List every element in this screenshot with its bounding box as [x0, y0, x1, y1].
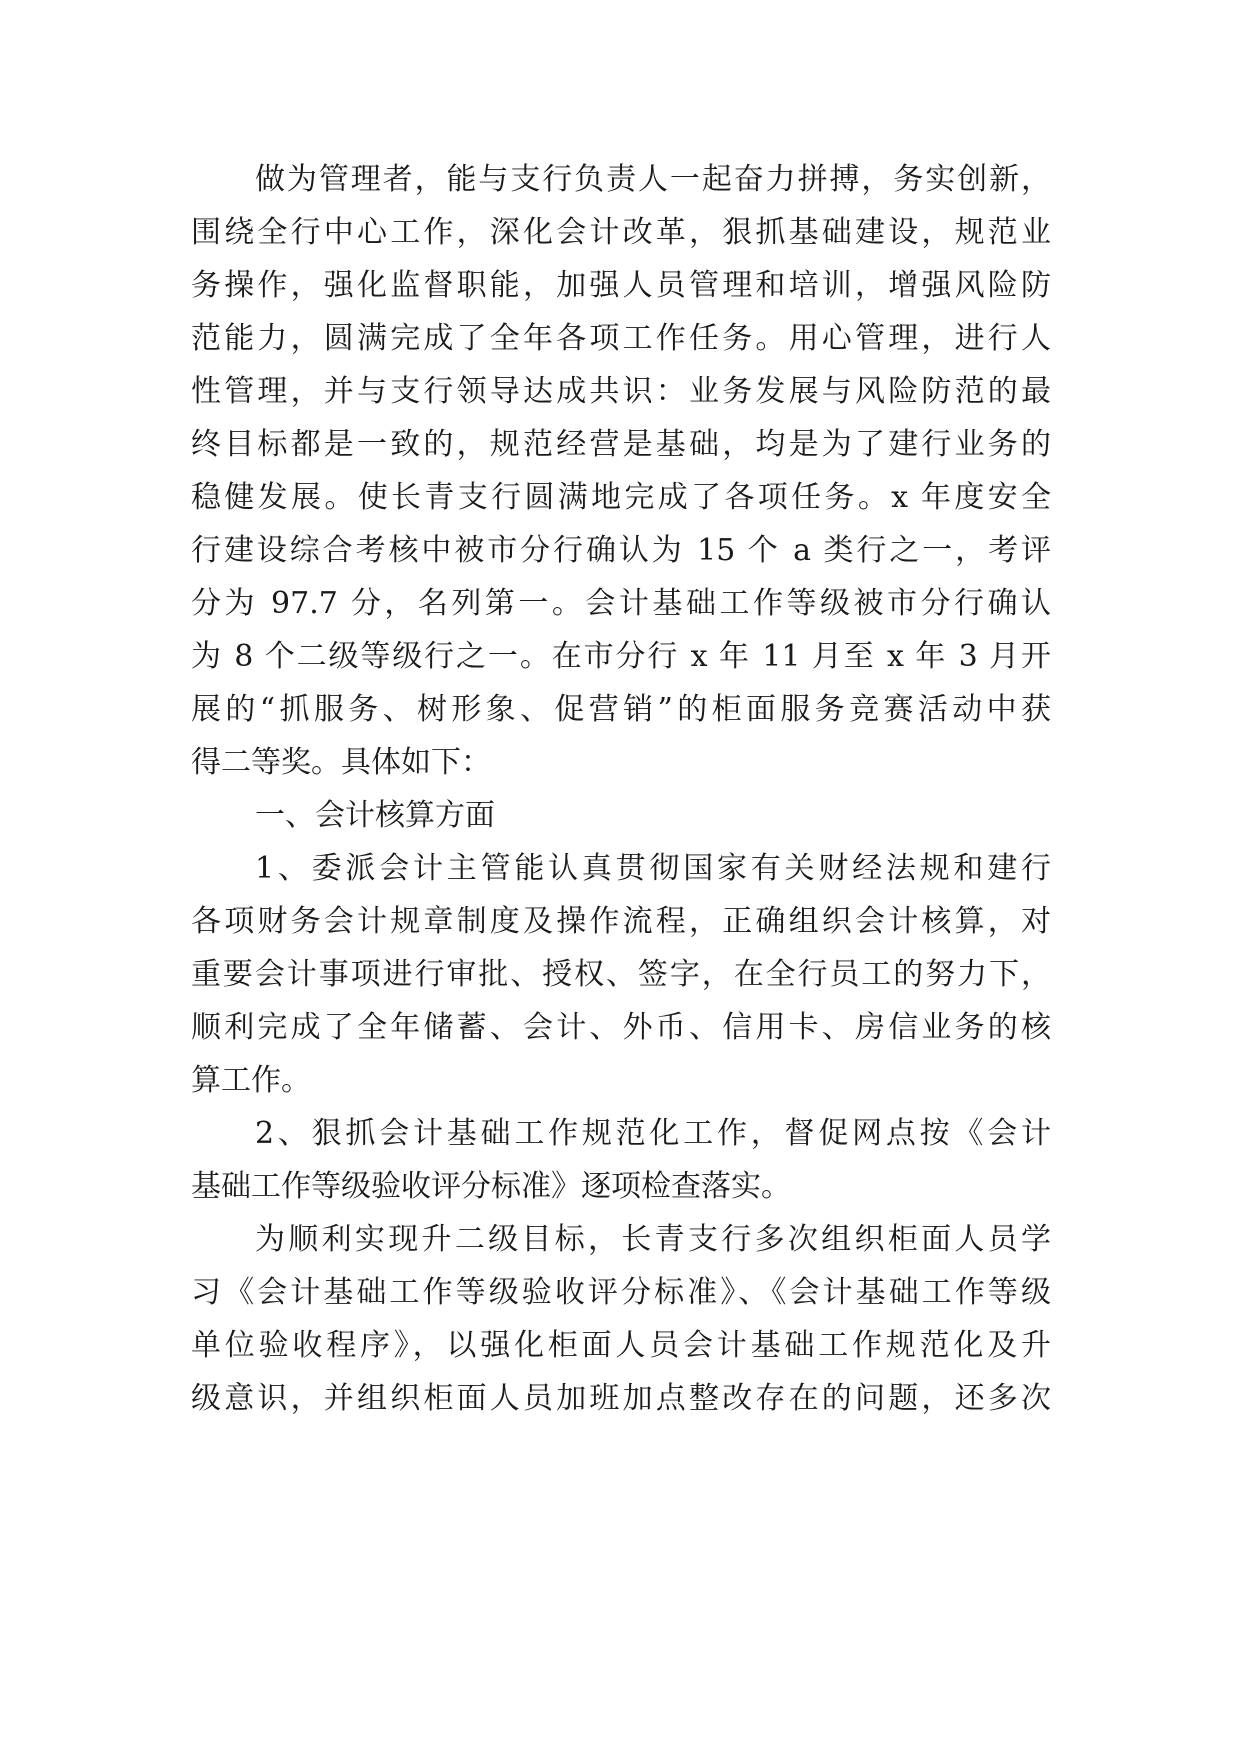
item-1-line-4: 顺利完成了全年储蓄、会计、外币、信用卡、房信业务的核 [191, 1010, 1051, 1045]
section-heading: 一、会计核算方面 [255, 798, 495, 833]
paragraph-1-line-5: 性管理，并与支行领导达成共识：业务发展与风险防范的最 [191, 374, 1051, 409]
paragraph-5-line-1: 为顺利实现升二级目标，长青支行多次组织柜面人员学 [255, 1222, 1051, 1257]
paragraph-1-line-9: 分为 97.7 分，名列第一。会计基础工作等级被市分行确认 [191, 586, 1051, 621]
paragraph-1-line-11: 展的“抓服务、树形象、促营销”的柜面服务竞赛活动中获 [191, 692, 1051, 727]
paragraph-1-line-1: 做为管理者，能与支行负责人一起奋力拼搏，务实创新， [255, 162, 1051, 197]
paragraph-1-line-4: 范能力，圆满完成了全年各项工作任务。用心管理，进行人 [191, 321, 1051, 356]
paragraph-5-line-4: 级意识，并组织柜面人员加班加点整改存在的问题，还多次 [191, 1381, 1051, 1416]
paragraph-5-line-2: 习《会计基础工作等级验收评分标准》、《会计基础工作等级 [191, 1275, 1051, 1310]
item-1-line-2: 各项财务会计规章制度及操作流程，正确组织会计核算，对 [191, 904, 1051, 939]
paragraph-1-line-6: 终目标都是一致的，规范经营是基础，均是为了建行业务的 [191, 427, 1051, 462]
paragraph-5-line-3: 单位验收程序》，以强化柜面人员会计基础工作规范化及升 [191, 1328, 1051, 1363]
paragraph-1-line-8: 行建设综合考核中被市分行确认为 15 个 a 类行之一，考评 [191, 533, 1051, 568]
paragraph-1-line-10: 为 8 个二级等级行之一。在市分行 x 年 11 月至 x 年 3 月开 [191, 639, 1051, 674]
paragraph-1-line-12: 得二等奖。具体如下： [191, 745, 491, 780]
paragraph-1-line-2: 围绕全行中心工作，深化会计改革，狠抓基础建设，规范业 [191, 215, 1051, 250]
paragraph-1-line-7: 稳健发展。使长青支行圆满地完成了各项任务。x 年度安全 [191, 480, 1051, 515]
paragraph-1-line-3: 务操作，强化监督职能，加强人员管理和培训，增强风险防 [191, 268, 1051, 303]
item-1-line-1: 1、委派会计主管能认真贯彻国家有关财经法规和建行 [255, 851, 1051, 886]
item-1-line-3: 重要会计事项进行审批、授权、签字，在全行员工的努力下， [191, 957, 1051, 992]
item-2-line-2: 基础工作等级验收评分标准》逐项检查落实。 [191, 1169, 791, 1204]
item-1-line-5: 算工作。 [191, 1063, 311, 1098]
item-2-line-1: 2、狠抓会计基础工作规范化工作，督促网点按《会计 [255, 1116, 1051, 1151]
